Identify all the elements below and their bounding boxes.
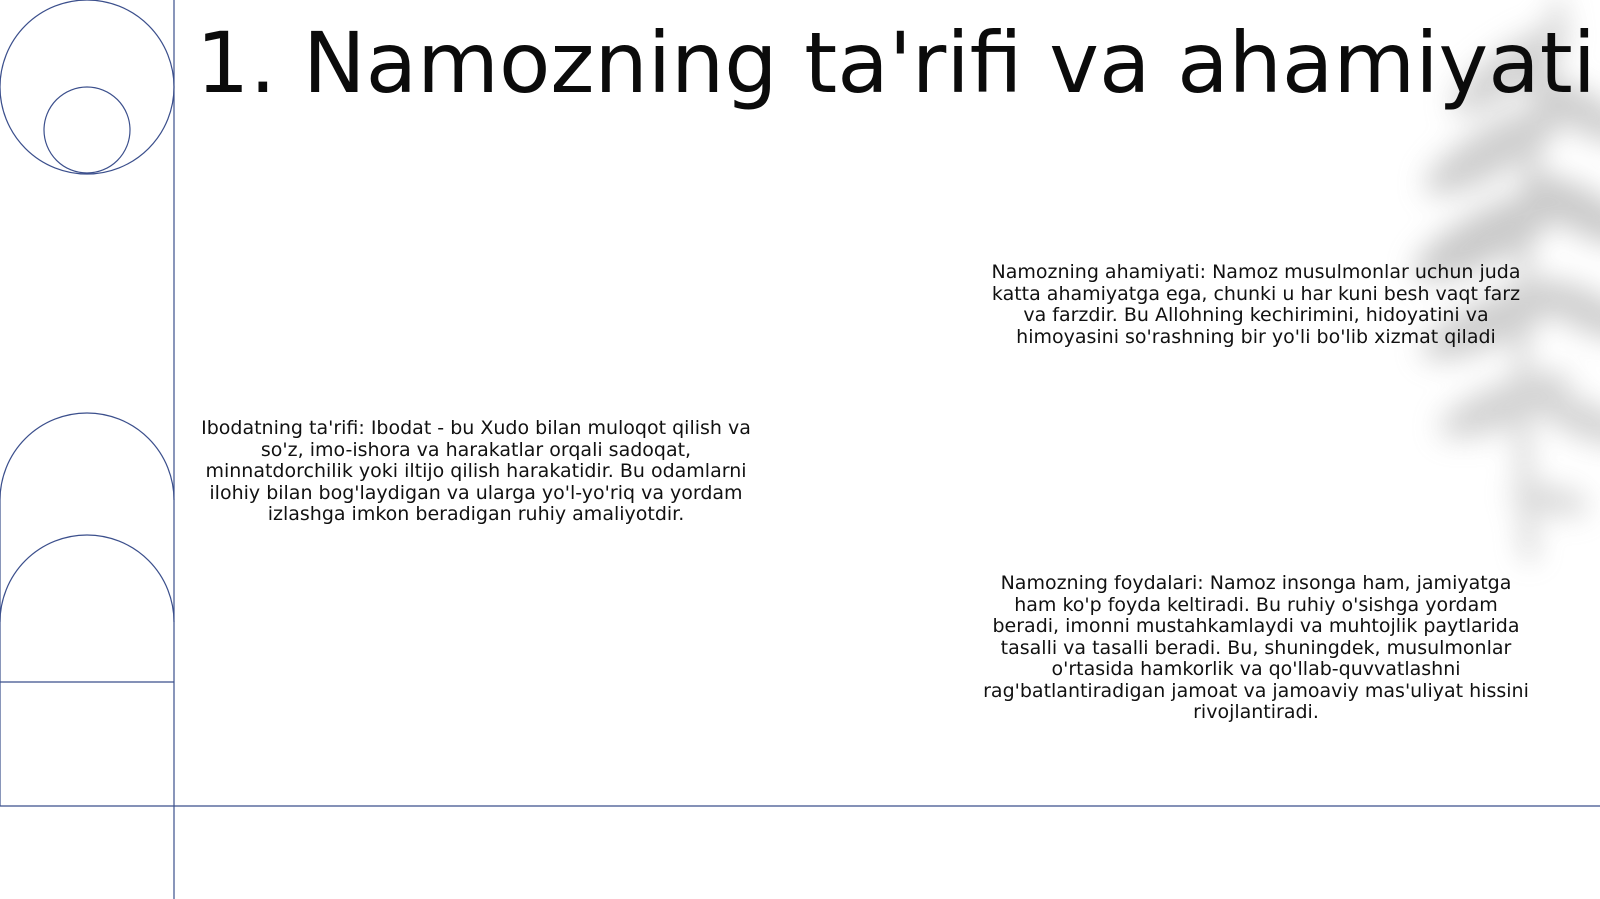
upper-arch-shape bbox=[0, 413, 174, 500]
lower-arch-shape bbox=[0, 535, 174, 622]
benefits-text: Namozning foydalari: Namoz insonga ham, jamiyatga ham ko'p foyda keltiradi. Bu ruhiy o'sishga yordam beradi, imonni mustahkamlaydi va muhtojlik paytlarida tasalli va tasalli beradi. Bu, shuningdek, musulmonlar o'rtasida hamkorlik va qo'llab-quvvatlashni rag'batlantiradigan jamoat va jamoaviy mas'uliyat hissini rivojlantiradi. bbox=[983, 572, 1529, 723]
inner-circle-shape bbox=[44, 87, 130, 173]
definition-text: Ibodatning ta'rifi: Ibodat - bu Xudo bilan muloqot qilish va so'z, imo-ishora va harakatlar orqali sadoqat, minnatdorchilik yoki iltijo qilish harakatidir. Bu odamlarni ilohiy bilan bog'laydigan va ularga yo'l-yo'riq va yordam izlashga imkon beradigan ruhiy amaliyotdir. bbox=[201, 417, 751, 525]
importance-text: Namozning ahamiyati: Namoz musulmonlar uchun juda katta ahamiyatga ega, chunki u har kuni besh vaqt farz va farzdir. Bu Allohning kechirimini, hidoyatini va himoyasini so'rashning bir yo'li bo'lib xizmat qiladi bbox=[991, 261, 1521, 348]
slide-title: 1. Namozning ta'rifi va ahamiyati bbox=[196, 14, 1596, 112]
